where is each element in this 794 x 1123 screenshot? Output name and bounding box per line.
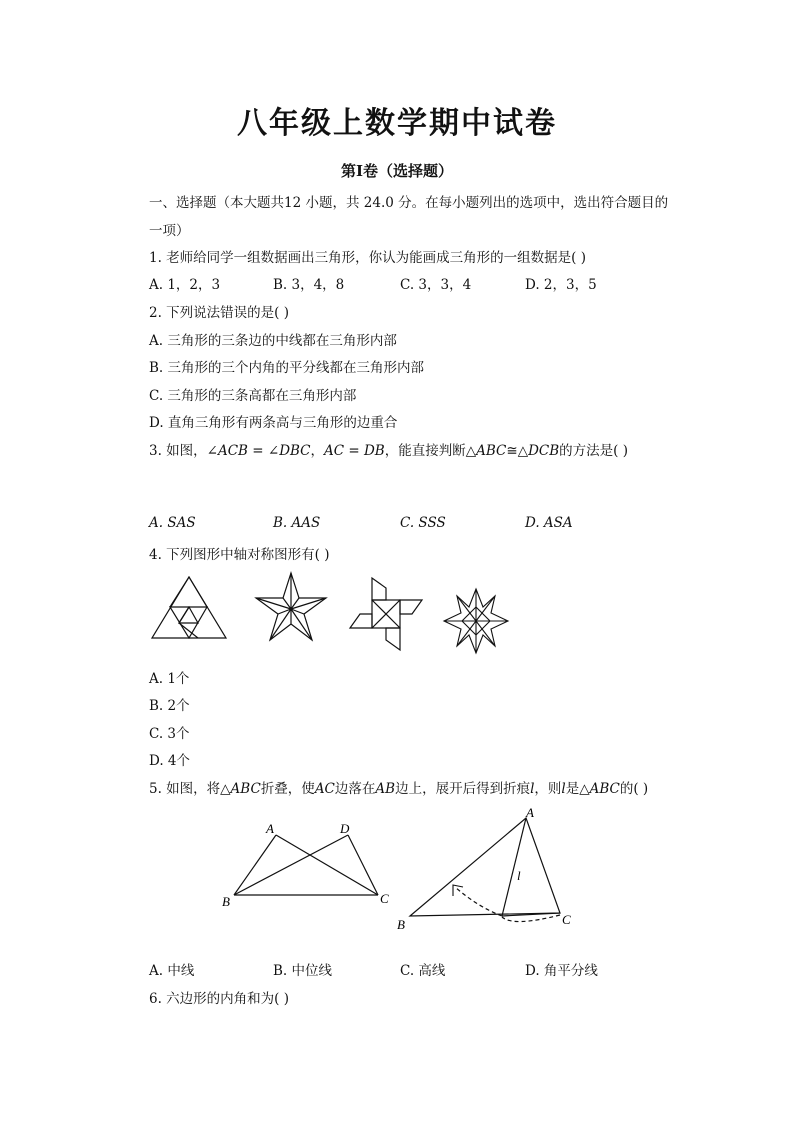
figure-pinwheel <box>348 576 424 652</box>
figure-nested-triangles <box>150 575 230 641</box>
section-instruction-line2: 一项） <box>149 223 190 239</box>
q1-option-b: B. 3，4，8 <box>273 277 345 293</box>
q5-stem-part: 5. 如图，将 <box>149 781 221 797</box>
section-subtitle: 第I卷（选择题） <box>340 162 454 180</box>
q3-separator: ， <box>310 443 325 459</box>
q4-option-b: B. 2个 <box>149 698 190 714</box>
q5-option-d: D. 角平分线 <box>525 963 598 979</box>
q5-stem-part: ，则 <box>534 781 562 797</box>
q3-stem-part: 的方法是( ) <box>559 443 628 459</box>
q3-stem <box>149 439 628 459</box>
figure-q3-triangles <box>220 820 395 910</box>
q5-crease-l: l <box>530 781 535 797</box>
q5-stem-part: 边上，展开后得到折痕 <box>395 781 531 797</box>
q2-stem: 2. 下列说法错误的是( ) <box>149 305 289 321</box>
q5-option-a: A. 中线 <box>149 963 195 979</box>
label-c: C <box>380 891 389 906</box>
label-b: B <box>397 917 405 932</box>
q5-option-c: C. 高线 <box>400 963 446 979</box>
q5-stem-part: 折叠，使 <box>260 781 315 797</box>
q1-option-d: D. 2，3，5 <box>525 277 597 293</box>
q3-option-c: C. SSS <box>400 515 446 531</box>
q5-side-ab: AB <box>375 781 396 797</box>
q1-option-a: A. 1，2，3 <box>149 277 221 293</box>
label-a: A <box>266 821 274 836</box>
q3-option-a: A. SAS <box>149 515 196 531</box>
q2-option-a: A. 三角形的三条边的中线都在三角形内部 <box>149 333 397 349</box>
q2-option-d: D. 直角三角形有两条高与三角形的边重合 <box>149 415 398 431</box>
q5-option-b: B. 中位线 <box>273 963 333 979</box>
q3-condition-angle: ∠ACB = ∠DBC <box>206 443 311 459</box>
q3-congruent-symbol: ≅ <box>506 443 518 459</box>
label-b: B <box>222 894 230 909</box>
q4-option-a: A. 1个 <box>149 671 190 687</box>
q1-option-c: C. 3，3，4 <box>400 277 472 293</box>
q3-option-d: D. ASA <box>525 515 573 531</box>
q5-stem <box>149 777 648 797</box>
q5-crease-l: l <box>561 781 566 797</box>
q3-stem-part: 3. 如图， <box>149 443 207 459</box>
label-l: l <box>517 868 521 883</box>
q3-triangle-dcb: △DCB <box>517 443 560 459</box>
q3-triangle-abc: △ABC <box>465 443 507 459</box>
label-a: A <box>526 805 534 820</box>
q5-stem-part: 是 <box>565 781 580 797</box>
q5-stem-part: 的( ) <box>619 781 649 797</box>
q3-stem-part: ，能直接判断 <box>384 443 466 459</box>
q2-option-c: C. 三角形的三条高都在三角形内部 <box>149 388 357 404</box>
figure-eight-point-flower <box>443 588 509 654</box>
q5-triangle: △ABC <box>220 781 261 797</box>
q6-stem: 6. 六边形的内角和为( ) <box>149 991 289 1007</box>
label-d: D <box>340 821 350 836</box>
q4-option-c: C. 3个 <box>149 726 190 742</box>
q5-triangle: △ABC <box>579 781 620 797</box>
page-title: 八年级上数学期中试卷 <box>237 106 557 141</box>
section-instruction-line1: 一、选择题（本大题共12 小题，共 24.0 分。在每小题列出的选项中，选出符合题目的 <box>149 195 669 211</box>
q5-side-ac: AC <box>314 781 335 797</box>
q3-option-b: B. AAS <box>273 515 321 531</box>
figure-five-point-star <box>253 571 329 643</box>
q4-option-d: D. 4个 <box>149 753 191 769</box>
q2-option-b: B. 三角形的三个内角的平分线都在三角形内部 <box>149 360 425 376</box>
figure-q5-fold <box>393 805 583 935</box>
q3-condition-side: AC = DB <box>324 443 385 459</box>
q5-stem-part: 边落在 <box>334 781 376 797</box>
label-c: C <box>562 912 571 927</box>
q1-stem: 1. 老师给同学一组数据画出三角形，你认为能画成三角形的一组数据是( ) <box>149 250 586 266</box>
q4-stem: 4. 下列图形中轴对称图形有( ) <box>149 547 330 563</box>
